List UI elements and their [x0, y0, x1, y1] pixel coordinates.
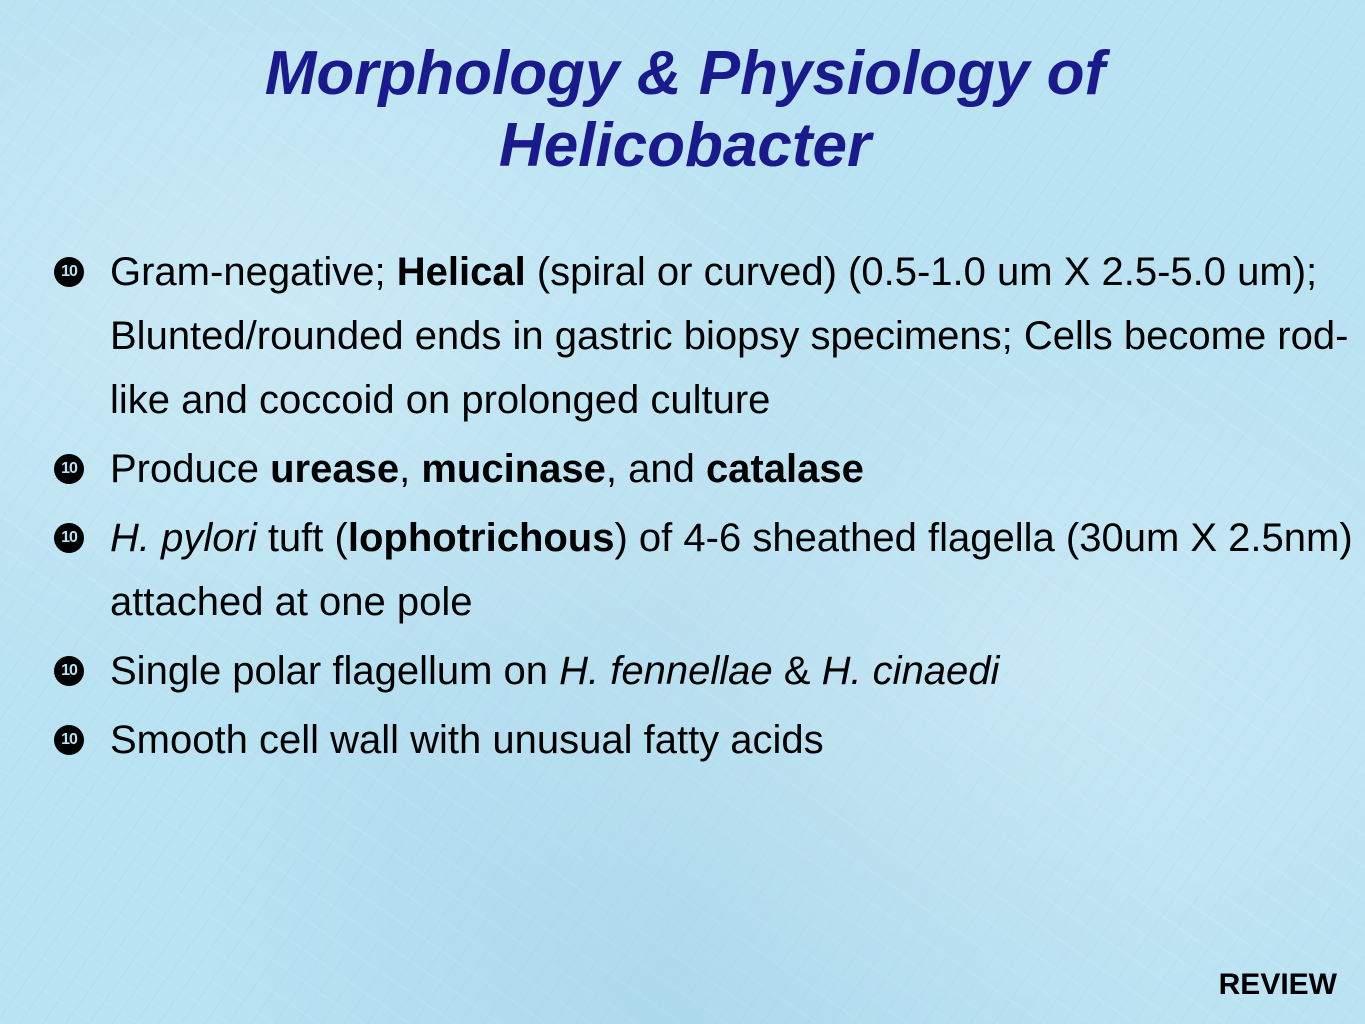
bullet-segment: , and: [605, 447, 706, 491]
bullet-marker-icon: 10: [54, 257, 84, 287]
slide-title: [60, 38, 1310, 182]
bullet-segment: Gram-negative;: [110, 250, 397, 294]
bullet-item: [52, 506, 1357, 634]
bullet-item: [52, 240, 1357, 432]
bullet-item: [52, 708, 1357, 772]
bullet-segment-bold: urease: [270, 447, 400, 491]
bullet-segment-bold: lophotrichous: [347, 516, 615, 560]
review-link[interactable]: REVIEW: [1218, 968, 1337, 1001]
bullet-item: [52, 639, 1357, 703]
bullet-segment-bold: mucinase: [421, 447, 606, 491]
bullet-list: [52, 240, 1357, 777]
slide-title-line-1: Morphology & Physiology of: [264, 39, 1106, 108]
bullet-segment: ,: [399, 447, 422, 491]
bullet-segment: &: [772, 649, 822, 693]
bullet-marker-icon: 10: [54, 725, 84, 755]
bullet-segment: (spiral or curved) (0.5-1.0 um X 2.5-5.0 um); Blunted/rounded ends in gastric biopsy specimens; Cells become rod-like and coccoid on prolonged culture: [110, 250, 1349, 422]
bullet-marker-icon: 10: [54, 523, 84, 553]
bullet-segment: ) of 4-6 sheathed flagella (30um X 2.5nm) attached at one pole: [110, 516, 1353, 624]
bullet-segment: Smooth cell wall with unusual fatty acids: [110, 718, 824, 762]
bullet-item: [52, 437, 1357, 501]
bullet-segment: tuft (: [256, 516, 348, 560]
bullet-segment-italic: H. pylori: [110, 516, 257, 560]
slide-title-line-2: Helicobacter: [498, 111, 872, 180]
bullet-segment-bold: catalase: [705, 447, 864, 491]
bullet-segment-bold: Helical: [396, 250, 526, 294]
bullet-segment-italic: H. fennellae: [559, 649, 773, 693]
bullet-marker-icon: 10: [54, 656, 84, 686]
bullet-segment-italic: H. cinaedi: [821, 649, 1000, 693]
bullet-marker-icon: 10: [54, 454, 84, 484]
bullet-segment: Single polar flagellum on: [110, 649, 560, 693]
bullet-segment: Produce: [110, 447, 271, 491]
